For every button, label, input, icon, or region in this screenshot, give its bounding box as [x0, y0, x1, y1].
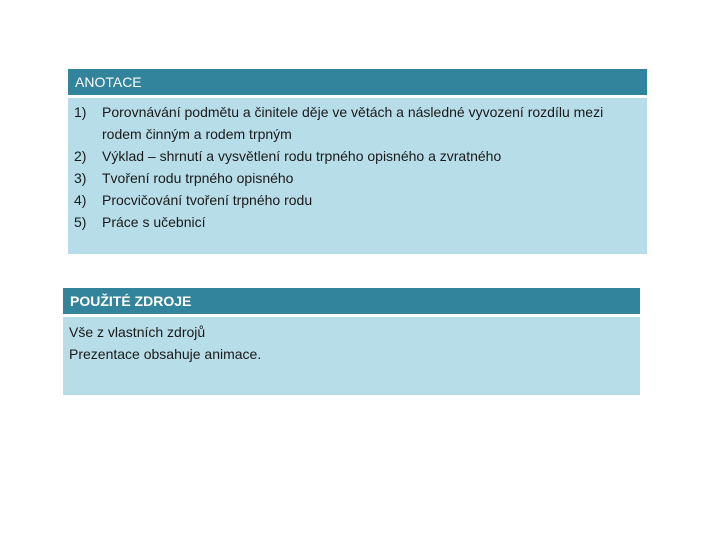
list-item [74, 167, 639, 189]
item-number: 1) [74, 104, 87, 120]
zdroje-header: POUŽITÉ ZDROJE [63, 288, 640, 314]
item-text: Práce s učebnicí [102, 214, 206, 230]
item-text: Tvoření rodu trpného opisného [102, 170, 294, 186]
list-item [74, 101, 639, 145]
item-number: 2) [74, 148, 87, 164]
anotace-header: ANOTACE [68, 69, 647, 95]
source-line: Vše z vlastních zdrojů [69, 324, 206, 340]
item-text: Výklad – shrnutí a vysvětlení rodu trpného opisného a zvratného [102, 148, 502, 164]
list-item [74, 211, 639, 233]
list-item [74, 145, 639, 167]
item-text: Procvičování tvoření trpného rodu [102, 192, 313, 208]
zdroje-body [63, 317, 640, 395]
item-text: Porovnávání podmětu a činitele děje ve větách a následné vyvození rozdílu mezi rodem činným a rodem trpným [102, 104, 604, 142]
item-number: 4) [74, 192, 87, 208]
item-number: 3) [74, 170, 87, 186]
source-line: Prezentace obsahuje animace. [69, 346, 262, 362]
anotace-body [68, 98, 647, 254]
list-item [74, 189, 639, 211]
anotace-panel [68, 69, 647, 254]
zdroje-panel [63, 288, 640, 395]
item-number: 5) [74, 214, 87, 230]
anotace-list [74, 101, 639, 233]
